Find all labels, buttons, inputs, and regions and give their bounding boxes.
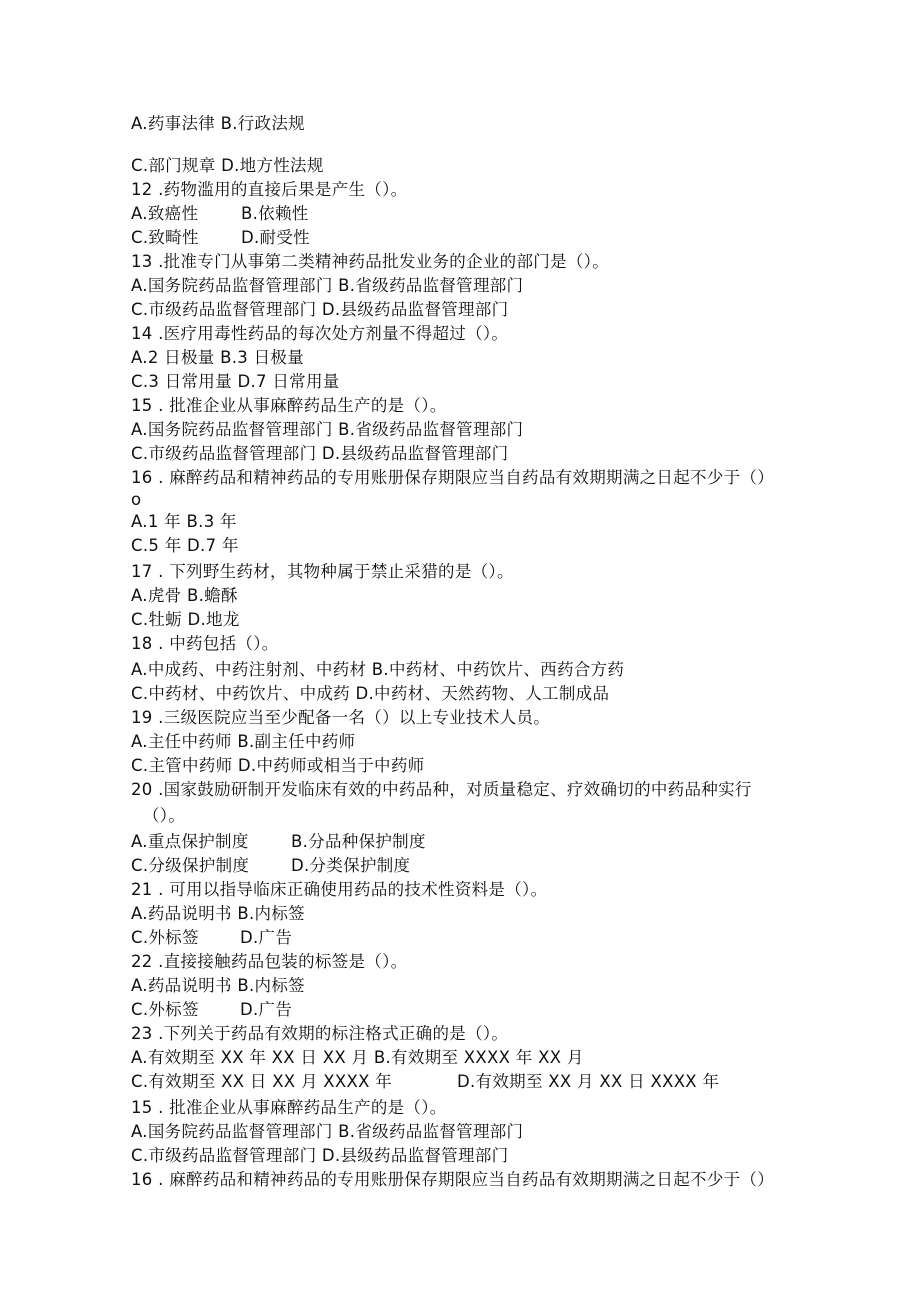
option-line: C.5 年 D.7 年: [131, 536, 239, 555]
option-line: [131, 1071, 719, 1093]
option-d: D.分类保护制度: [291, 856, 411, 875]
option-b: B.分品种保护制度: [291, 832, 426, 851]
question-line: 15 . 批准企业从事麻醉药品生产的是（）。: [131, 396, 447, 415]
option-line: A.国务院药品监督管理部门 B.省级药品监督管理部门: [131, 420, 524, 439]
question-line: 19 .三级医院应当至少配备一名（）以上专业技术人员。: [131, 708, 551, 727]
option-line: A.药事法律 B.行政法规: [131, 114, 305, 133]
question-line-cont: o: [131, 490, 142, 509]
option-line: [131, 227, 310, 249]
option-line: C.主管中药师 D.中药师或相当于中药师: [131, 756, 425, 775]
question-line: 14 .医疗用毒性药品的每次处方剂量不得超过（）。: [131, 324, 509, 343]
question-line: 16 . 麻醉药品和精神药品的专用账册保存期限应当自药品有效期期满之日起不少于（）: [131, 1170, 775, 1189]
question-line: 23 .下列关于药品有效期的标注格式正确的是（）。: [131, 1024, 509, 1043]
option-c: C.外标签: [131, 1000, 199, 1019]
option-d: D.广告: [240, 928, 293, 947]
option-line: [131, 855, 410, 877]
option-b: B.依赖性: [241, 204, 309, 223]
option-line: A.有效期至 XX 年 XX 日 XX 月 B.有效期至 XXXX 年 XX 月: [131, 1048, 584, 1067]
option-line: A.中成药、中药注射剂、中药材 B.中药材、中药饮片、西药合方药: [131, 660, 625, 679]
option-line: [131, 831, 426, 853]
option-line: C.3 日常用量 D.7 日常用量: [131, 372, 340, 391]
question-line: 18 . 中药包括（）。: [131, 634, 279, 653]
question-line: 13 .批准专门从事第二类精神药品批发业务的企业的部门是（）。: [131, 252, 610, 271]
option-line: A.2 日极量 B.3 日极量: [131, 348, 305, 367]
option-line: [131, 203, 309, 225]
question-line: 16 . 麻醉药品和精神药品的专用账册保存期限应当自药品有效期期满之日起不少于（）: [131, 468, 775, 487]
option-a: A.致癌性: [131, 204, 199, 223]
option-line: A.国务院药品监督管理部门 B.省级药品监督管理部门: [131, 276, 524, 295]
question-line: 20 .国家鼓励研制开发临床有效的中药品种，对质量稳定、疗效确切的中药品种实行: [131, 780, 752, 799]
option-line: C.市级药品监督管理部门 D.县级药品监督管理部门: [131, 444, 509, 463]
option-d: D.广告: [240, 1000, 293, 1019]
option-a: A.重点保护制度: [131, 832, 249, 851]
option-line: A.国务院药品监督管理部门 B.省级药品监督管理部门: [131, 1122, 524, 1141]
option-line: C.中药材、中药饮片、中成药 D.中药材、天然药物、人工制成品: [131, 684, 610, 703]
option-line: C.部门规章 D.地方性法规: [131, 156, 324, 175]
option-line: A.主任中药师 B.副主任中药师: [131, 732, 356, 751]
question-line: 17 . 下列野生药材，其物种属于禁止采猎的是（）。: [131, 562, 514, 581]
option-line: A.1 年 B.3 年: [131, 512, 237, 531]
option-line: [131, 927, 292, 949]
question-line: 12 .药物滥用的直接后果是产生（）。: [131, 180, 408, 199]
option-line: C.牡蛎 D.地龙: [131, 610, 240, 629]
option-line: C.市级药品监督管理部门 D.县级药品监督管理部门: [131, 1146, 509, 1165]
option-line: C.市级药品监督管理部门 D.县级药品监督管理部门: [131, 300, 509, 319]
option-line: A.药品说明书 B.内标签: [131, 976, 305, 995]
question-line: 22 .直接接触药品包装的标签是（）。: [131, 952, 408, 971]
option-line: [131, 999, 292, 1021]
question-line: 21 . 可用以指导临床正确使用药品的技术性资料是（）。: [131, 880, 548, 899]
option-c: C.外标签: [131, 928, 199, 947]
option-line: A.虎骨 B.蟾酥: [131, 586, 238, 605]
option-line: A.药品说明书 B.内标签: [131, 904, 305, 923]
option-d: D.有效期至 XX 月 XX 日 XXXX 年: [457, 1072, 720, 1091]
question-line: 15 . 批准企业从事麻醉药品生产的是（）。: [131, 1098, 447, 1117]
option-c: C.分级保护制度: [131, 856, 250, 875]
option-c: C.有效期至 XX 日 XX 月 XXXX 年: [131, 1072, 393, 1091]
option-c: C.致畸性: [131, 228, 199, 247]
question-line-cont: （）。: [143, 806, 186, 825]
option-d: D.耐受性: [241, 228, 310, 247]
